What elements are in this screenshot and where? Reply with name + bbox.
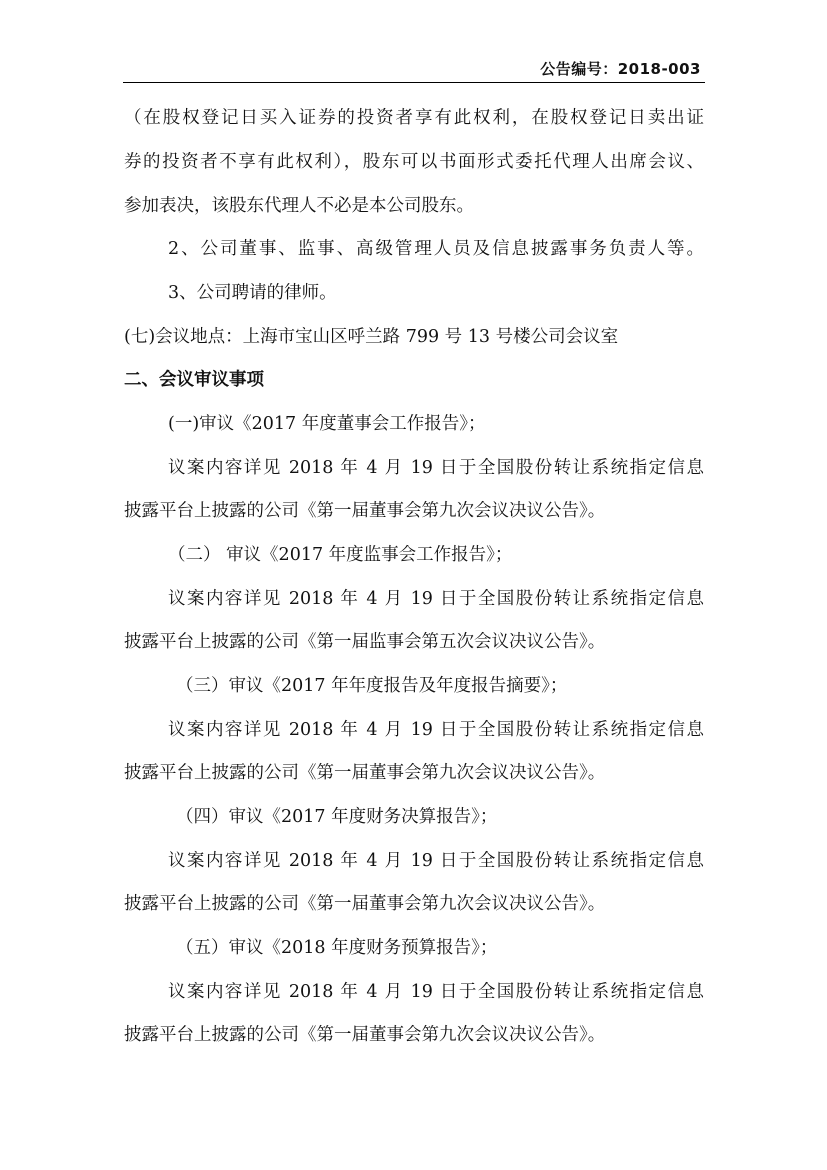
agenda-item-detail: 议案内容详见 2018 年 4 月 19 日于全国股份转让系统指定信息 [168, 589, 704, 609]
body-line: 2、公司董事、监事、高级管理人员及信息披露事务负责人等。 [168, 239, 704, 259]
header-divider [123, 82, 705, 83]
section-heading: 二、会议审议事项 [124, 370, 264, 390]
body-line: 参加表决，该股东代理人不必是本公司股东。 [124, 196, 474, 216]
agenda-item-detail: 披露平台上披露的公司《第一届董事会第九次会议决议公告》。 [124, 501, 606, 521]
agenda-item-detail: 议案内容详见 2018 年 4 月 19 日于全国股份转让系统指定信息 [168, 851, 704, 871]
agenda-item-title: （三）审议《2017 年年度报告及年度报告摘要》； [176, 676, 568, 696]
body-line: 券的投资者不享有此权利），股东可以书面形式委托代理人出席会议、 [124, 152, 704, 172]
agenda-item-detail: 披露平台上披露的公司《第一届监事会第五次会议决议公告》。 [124, 632, 606, 652]
agenda-item-title: (一)审议《2017 年度董事会工作报告》； [168, 414, 486, 434]
agenda-item-detail: 披露平台上披露的公司《第一届董事会第九次会议决议公告》。 [124, 894, 606, 914]
body-line: （在股权登记日买入证券的投资者享有此权利，在股权登记日卖出证 [124, 108, 704, 128]
agenda-item-title: （四）审议《2017 年度财务决算报告》； [176, 807, 498, 827]
agenda-item-detail: 议案内容详见 2018 年 4 月 19 日于全国股份转让系统指定信息 [168, 982, 704, 1002]
agenda-item-title: （二） 审议《2017 年度监事会工作报告》； [168, 545, 513, 565]
agenda-item-detail: 披露平台上披露的公司《第一届董事会第九次会议决议公告》。 [124, 1025, 606, 1045]
agenda-item-title: （五）审议《2018 年度财务预算报告》； [176, 938, 498, 958]
announcement-number: 公告编号：2018-003 [540, 60, 701, 78]
agenda-item-detail: 议案内容详见 2018 年 4 月 19 日于全国股份转让系统指定信息 [168, 458, 704, 478]
body-line: 3、公司聘请的律师。 [168, 283, 337, 303]
meeting-location: (七)会议地点：上海市宝山区呼兰路 799 号 13 号楼公司会议室 [124, 327, 619, 347]
agenda-item-detail: 披露平台上披露的公司《第一届董事会第九次会议决议公告》。 [124, 763, 606, 783]
agenda-item-detail: 议案内容详见 2018 年 4 月 19 日于全国股份转让系统指定信息 [168, 720, 704, 740]
